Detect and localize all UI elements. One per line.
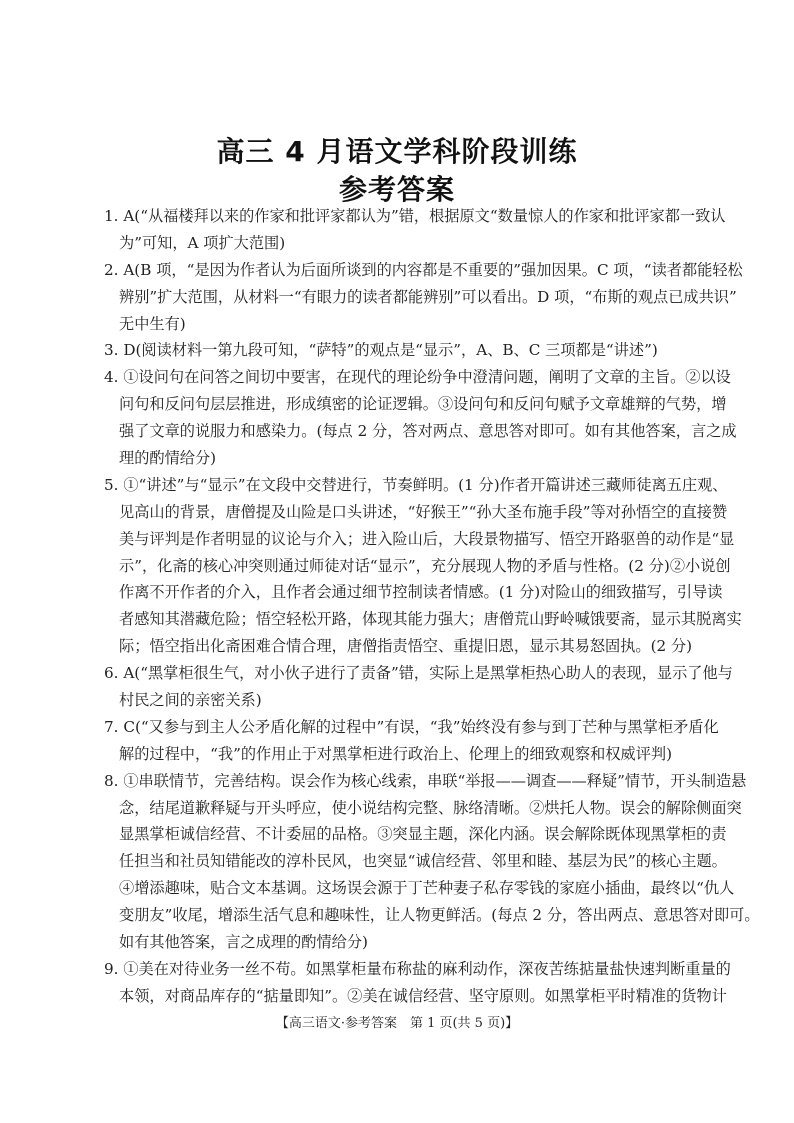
answer-line: 理的酌情给分): [119, 449, 217, 468]
answer-line: 1. A(“从福楼拜以来的作家和批评家都认为”错，根据原文“数量惊人的作家和批评家都一致认: [104, 207, 726, 225]
answer-line: 见高山的背景，唐僧提及山险是口头讲述，“好猴王”“孙大圣布施手段”等对孙悟空的直接赞: [119, 502, 728, 521]
answer-line: 解的过程中，“我”的作用止于对黑掌柜进行政治上、伦理上的细致观察和权威评判): [119, 744, 673, 763]
answer-line: 任担当和社员知错能改的淳朴民风，也突显“诚信经营、邻里和睦、基层为民”的核心主题。: [119, 852, 727, 871]
answer-line: 变朋友”收尾，增添生活气息和趣味性，让人物更鲜活。(每点 2 分，答出两点、意思答对即可。: [119, 906, 760, 925]
answer-line: 辨别”扩大范围，从材料一“有眼力的读者都能辨别”可以看出。D 项，“布斯的观点已成共识”: [119, 287, 737, 306]
page-footer: 【高三语文·参考答案 第 1 页(共 5 页)】: [275, 1016, 519, 1031]
answer-line: 村民之间的亲密关系): [119, 691, 262, 710]
answer-line: 念，结尾道歉释疑与开头呼应，使小说结构完整、脉络清晰。②烘托人物。误会的解除侧面突: [119, 798, 742, 817]
answer-item: [104, 337, 692, 364]
answer-line: 强了文章的说服力和感染力。(每点 2 分，答对两点、意思答对即可。如有其他答案，言之成: [119, 422, 737, 441]
answer-line: 者感知其潜藏危险；悟空轻松开路，体现其能力强大；唐僧荒山野岭喊饿要斋，显示其脱离实: [119, 610, 742, 629]
answer-line: 2. A(B 项，“是因为作者认为后面所谈到的内容都是不重要的”强加因果。C 项，“读者都能轻松: [104, 260, 743, 279]
answer-line: 7. C(“又参与到主人公矛盾化解的过程中”有误，“我”始终没有参与到丁芒种与黑掌柜矛盾化: [104, 717, 719, 736]
answer-line: 显黑掌柜诚信经营、不计委屈的品格。③突显主题，深化内涵。误会解除既体现黑掌柜的责: [119, 825, 727, 844]
answer-line: 如有其他答案，言之成理的酌情给分): [119, 933, 368, 952]
answer-item: [104, 956, 731, 1010]
answer-item: [104, 257, 743, 338]
answer-line: 3. D(阅读材料一第九段可知，“萨特”的观点是“显示”，A、B、C 三项都是“讲述”): [104, 341, 658, 360]
answer-line: 9. ①美在对待业务一丝不苟。如黑掌柜量布称盐的麻利动作，深夜苦练掂量盐快速判断重量的: [104, 959, 731, 978]
answer-item: [104, 364, 737, 472]
answer-line: 为”可知，A 项扩大范围): [119, 233, 286, 252]
answer-line: 际；悟空指出化斋困难合情合理，唐僧指责悟空、重提旧恩，显示其易怒固执。(2 分): [119, 637, 693, 656]
answer-line: 6. A(“黑掌柜很生气，对小伙子进行了责备”错，实际上是黑掌柜热心助人的表现，显示了他与: [104, 664, 733, 683]
answer-item: [104, 472, 742, 660]
answer-item: [104, 714, 719, 768]
answer-line: 问句和反问句层层推进，形成缜密的论证逻辑。③设问句和反问句赋予文章雄辩的气势，增: [119, 395, 727, 414]
answer-line: 5. ①“讲述”与“显示”在文段中交替进行，节奏鲜明。(1 分)作者开篇讲述三藏师徒离五庄观、: [104, 475, 728, 494]
answer-line: 示”，化斋的核心冲突则通过师徒对话“显示”，充分展现人物的矛盾与性格。(2 分)②小说创: [119, 556, 731, 575]
document-subtitle: 参考答案: [338, 173, 455, 206]
answer-line: 4. ①设问句在问答之间切中要害，在现代的理论纷争中澄清问题，阐明了文章的主旨。②以设: [104, 368, 731, 387]
answer-line: 本领，对商品库存的“掂量即知”。②美在诚信经营、坚守原则。如黑掌柜平时精准的货物计: [119, 986, 727, 1005]
answer-line: 美与评判是作者明显的议论与介入；进入险山后，大段景物描写、悟空开路驱兽的动作是“显: [119, 529, 735, 548]
answer-item: [104, 203, 726, 257]
answer-line: 无中生有): [119, 314, 186, 333]
answer-list: [104, 203, 760, 1010]
answer-line: 作离不开作者的介入，且作者会通过细节控制读者情感。(1 分)对险山的细致描写，引导读: [119, 583, 723, 602]
document-title: 高三 4 月语文学科阶段训练: [216, 135, 578, 168]
answer-line: ④增添趣味，贴合文本基调。这场误会源于丁芒种妻子私存零钱的家庭小插曲，最终以“仇人: [119, 879, 735, 898]
answer-item: [104, 660, 733, 714]
answer-line: 8. ①串联情节，完善结构。误会作为核心线索，串联“举报——调查——释疑”情节，开头制造悬: [104, 771, 747, 790]
answer-item: [104, 768, 760, 956]
